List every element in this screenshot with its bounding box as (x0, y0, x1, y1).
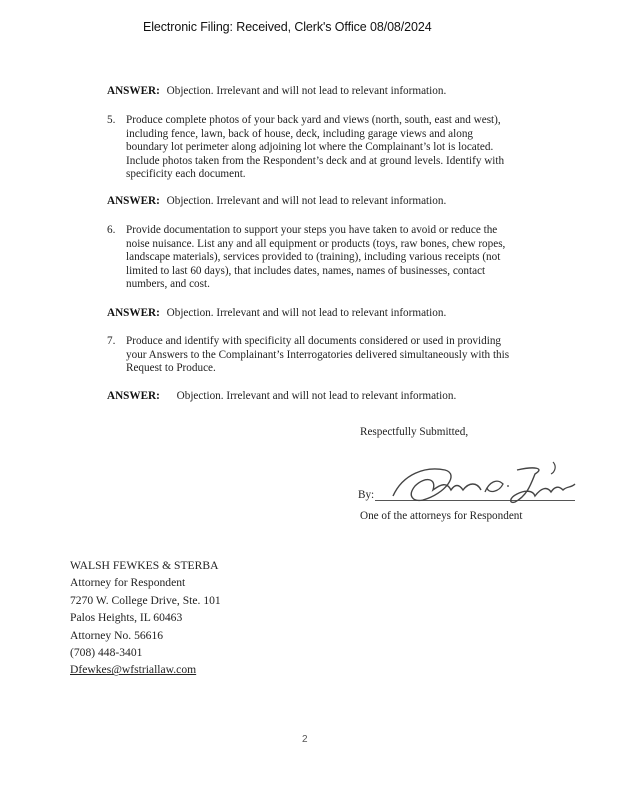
request-line: Produce and identify with specificity all documents considered or used in providing (126, 335, 502, 347)
answer-text: Objection. Irrelevant and will not lead to relevant information. (166, 307, 447, 319)
answer-6 (107, 307, 446, 321)
firm-line: 7270 W. College Drive, Ste. 101 (70, 593, 221, 607)
request-line: limited to last 60 days), that includes dates, names, names of businesses, contact (126, 264, 486, 277)
request-line: Request to Produce. (126, 362, 216, 375)
firm-address-block (70, 557, 221, 679)
answer-text: Objection. Irrelevant and will not lead to relevant information. (166, 85, 447, 97)
request-number: 5. (107, 114, 116, 126)
firm-name: WALSH FEWKES & STERBA (70, 559, 219, 572)
by-label: By: (358, 489, 375, 501)
signature-scribble (385, 456, 580, 508)
email-link[interactable]: Dfewkes@wfstriallaw.com (70, 663, 197, 677)
firm-line: Palos Heights, IL 60463 (70, 611, 183, 625)
answer-label: ANSWER: (107, 390, 160, 402)
request-line: numbers, and cost. (126, 278, 210, 291)
request-7 (107, 335, 547, 376)
request-line: Include photos taken from the Respondent’s deck and at ground levels. Identify with (126, 154, 505, 167)
closing: Respectfully Submitted, (360, 426, 469, 438)
firm-line: Attorney for Respondent (70, 576, 186, 590)
request-line: landscape materials), services provided to (training), including various receipts (not (126, 251, 501, 264)
page-number: 2 (302, 734, 308, 745)
answer-7 (107, 390, 456, 404)
request-line: specificity each document. (126, 168, 246, 181)
request-line: Provide documentation to support your steps you have taken to avoid or reduce the (126, 224, 498, 236)
request-5 (107, 114, 547, 182)
request-line: your Answers to the Complainant’s Interrogatories delivered simultaneously with this (126, 348, 510, 361)
request-line: Produce complete photos of your back yard and views (north, south, east and west), (126, 114, 501, 126)
request-number: 6. (107, 224, 116, 236)
firm-line: Attorney No. 56616 (70, 628, 164, 642)
request-6 (107, 224, 547, 292)
answer-4 (107, 85, 446, 99)
answer-label: ANSWER: (107, 195, 160, 207)
request-line: noise nuisance. List any and all equipment or products (toys, raw bones, chew ropes, (126, 237, 506, 250)
request-line: boundary lot perimeter along adjoining lot where the Complainant’s lot is located. (126, 141, 494, 154)
signer-role: One of the attorneys for Respondent (360, 510, 523, 522)
answer-text: Objection. Irrelevant and will not lead to relevant information. (176, 390, 457, 402)
answer-5 (107, 195, 446, 209)
answer-label: ANSWER: (107, 307, 160, 319)
request-number: 7. (107, 335, 116, 347)
request-line: including fence, lawn, back of house, deck, including garage views and along (126, 127, 474, 140)
firm-phone: (708) 448-3401 (70, 646, 143, 660)
answer-text: Objection. Irrelevant and will not lead to relevant information. (166, 195, 447, 207)
efiling-stamp: Electronic Filing: Received, Clerk's Office 08/08/2024 (143, 20, 432, 34)
answer-label: ANSWER: (107, 85, 160, 97)
